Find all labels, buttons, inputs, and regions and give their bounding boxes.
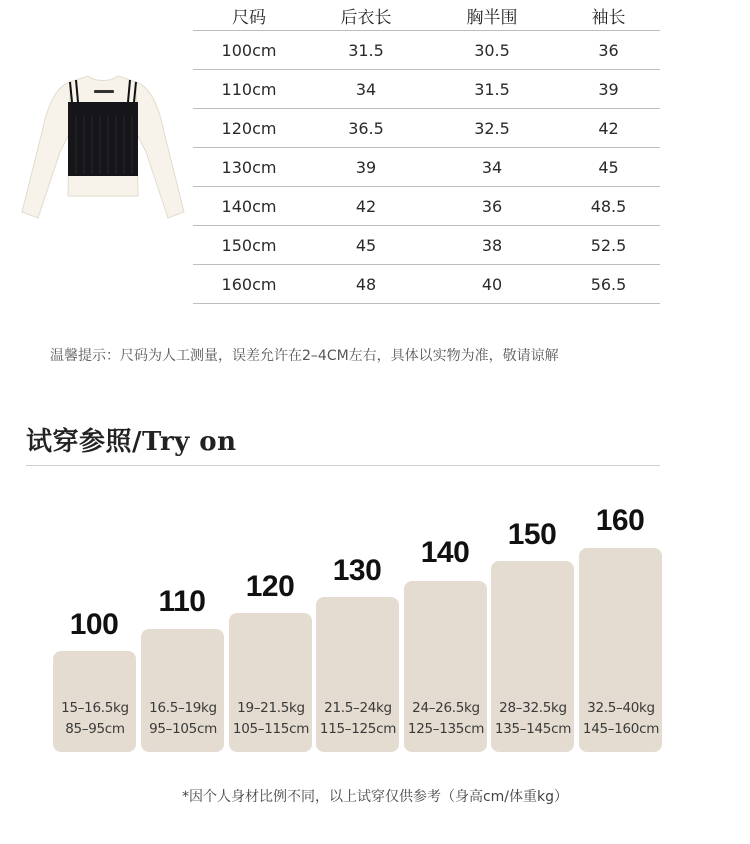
table-cell: 36.5 (305, 109, 427, 148)
table-cell: 42 (557, 109, 660, 148)
table-cell: 36 (557, 31, 660, 70)
table-cell: 130cm (193, 148, 305, 187)
measurement-notice: 温馨提示：尺码为人工测量，误差允许在2–4CM左右，具体以实物为准，敬请谅解 (50, 348, 559, 364)
section-title: 试穿参照/Try on (26, 427, 237, 457)
tryon-size-label: 140 (420, 536, 470, 569)
header-sleeve-length: 袖长 (557, 0, 660, 31)
header-back-length: 后衣长 (305, 0, 427, 31)
table-cell: 48.5 (557, 187, 660, 226)
table-cell: 48 (305, 265, 427, 304)
table-cell: 45 (557, 148, 660, 187)
footnote: *因个人身材比例不同，以上试穿仅供参考（身高cm/体重kg） (181, 789, 569, 805)
table-cell: 160cm (193, 265, 305, 304)
tryon-weight: 28–32.5kg (499, 700, 567, 716)
table-cell: 39 (557, 70, 660, 109)
tryon-height: 125–135cm (407, 721, 485, 737)
header-size: 尺码 (193, 0, 305, 31)
header-half-chest: 胸半围 (427, 0, 557, 31)
tryon-weight: 24–26.5kg (412, 700, 480, 716)
tryon-size-label: 120 (245, 570, 295, 603)
table-cell: 120cm (193, 109, 305, 148)
tryon-height: 145–160cm (582, 721, 660, 737)
tryon-weight: 21.5–24kg (324, 700, 392, 716)
tryon-height: 85–95cm (65, 721, 125, 737)
tryon-height: 115–125cm (319, 721, 397, 737)
table-cell: 32.5 (427, 109, 557, 148)
tryon-weight: 19–21.5kg (237, 700, 305, 716)
tryon-size-label: 160 (595, 504, 645, 537)
table-cell: 36 (427, 187, 557, 226)
tryon-size-label: 100 (69, 608, 119, 641)
table-cell: 31.5 (427, 70, 557, 109)
table-cell: 30.5 (427, 31, 557, 70)
table-cell: 110cm (193, 70, 305, 109)
table-cell: 45 (305, 226, 427, 265)
table-cell: 34 (427, 148, 557, 187)
tryon-size-label: 110 (158, 585, 206, 618)
table-cell: 34 (305, 70, 427, 109)
table-cell: 31.5 (305, 31, 427, 70)
table-cell: 150cm (193, 226, 305, 265)
tryon-height: 95–105cm (149, 721, 217, 737)
tryon-weight: 32.5–40kg (587, 700, 655, 716)
table-cell: 40 (427, 265, 557, 304)
tryon-height: 105–115cm (232, 721, 310, 737)
tryon-weight: 15–16.5kg (61, 700, 129, 716)
tryon-size-label: 130 (332, 554, 382, 587)
table-cell: 39 (305, 148, 427, 187)
tryon-height: 135–145cm (494, 721, 572, 737)
tryon-weight: 16.5–19kg (149, 700, 217, 716)
table-cell: 140cm (193, 187, 305, 226)
table-cell: 42 (305, 187, 427, 226)
table-cell: 38 (427, 226, 557, 265)
table-cell: 100cm (193, 31, 305, 70)
table-cell: 56.5 (557, 265, 660, 304)
table-cell: 52.5 (557, 226, 660, 265)
tryon-size-label: 150 (507, 518, 557, 551)
